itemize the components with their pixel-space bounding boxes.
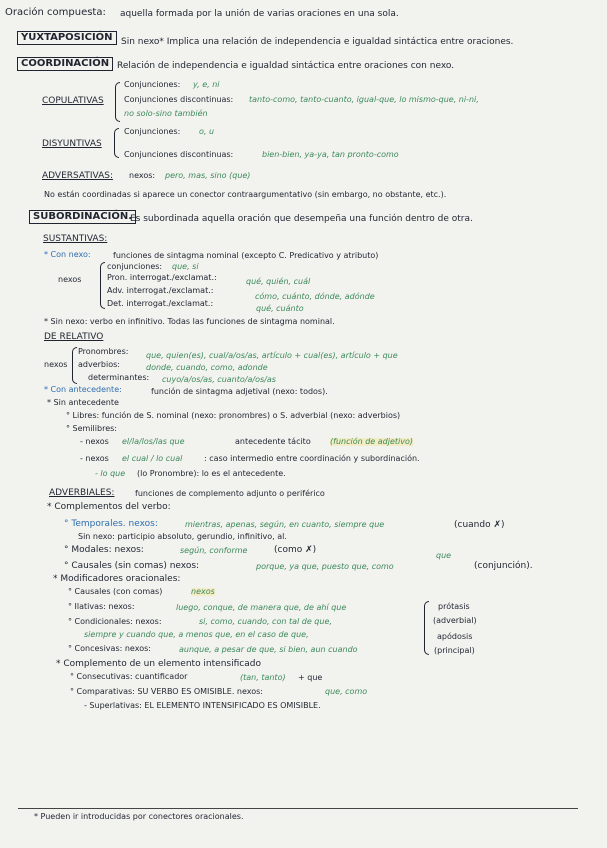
disyuntivas-conj-values: o, u [199, 127, 215, 136]
relativo-nexos-label: nexos [44, 360, 68, 369]
adverbiales-text: funciones de complemento adjunto o periférico [135, 489, 325, 498]
label-adversativas: ADVERSATIVAS: [42, 171, 113, 181]
adversativas-nexos: nexos: [129, 171, 156, 180]
complementos-verbo-label: * Complementos del verbo: [47, 502, 171, 512]
mo-causales-nexos: nexos [191, 587, 215, 596]
copulativas-conj-label: Conjunciones: [124, 80, 181, 89]
copulativas-disc-values-2: no solo-sino también [124, 109, 208, 118]
semilibres-1-values: el/la/los/las que [122, 437, 185, 446]
ilativas-label: ° Ilativas: nexos: [68, 602, 135, 611]
side-protasis: prótasis [438, 602, 470, 611]
sustantivas-n4-label: Det. interrogat./exclamat.: [107, 299, 214, 308]
consecutivas-que: + que [298, 673, 323, 682]
copulativas-conj-values: y, e, ni [193, 80, 220, 89]
coordinacion-text: Relación de independencia e igualdad sintáctica entre oraciones con nexo. [117, 61, 455, 71]
disyuntivas-disc-values: bien-bien, ya-ya, tan pronto-como [262, 150, 399, 159]
semilibres-3-nexo: - lo que [95, 469, 126, 478]
consecutivas-label: ° Consecutivas: cuantificador [70, 672, 188, 681]
modales-values: según, conforme [180, 546, 248, 555]
adversativas-note: No están coordinadas si aparece un conector contraargumentativo (sin embargo, no obstante, etc.). [44, 190, 447, 199]
consecutivas-values: (tan, tanto) [240, 673, 286, 682]
condicionales-values: si, como, cuando, con tal de que, [199, 617, 332, 626]
semilibres-2-text: : caso intermedio entre coordinación y subordinación. [204, 454, 420, 463]
temporales-label: ° Temporales. nexos: [64, 519, 158, 529]
brace-sustantivas [100, 262, 105, 309]
sustantivas-n2-values: qué, quién, cuál [246, 277, 311, 286]
yuxtaposicion-text: Sin nexo* Implica una relación de independencia e igualdad sintáctica entre oraciones. [121, 37, 514, 47]
condicionales-values-2: siempre y cuando que, a menos que, en el caso de que, [84, 630, 309, 639]
causales-note: (conjunción). [474, 561, 533, 571]
relativo-con-antecedente-text: función de sintagma adjetival (nexo: todos). [151, 387, 328, 396]
side-adverbial: (adverbial) [433, 616, 477, 625]
semilibres-2-values: el cual / lo cual [122, 454, 183, 463]
modificadores-oracionales-label: * Modificadores oracionales: [53, 574, 181, 584]
sustantivas-con-nexo-text: funciones de sintagma nominal (excepto C. Predicativo y atributo) [113, 251, 379, 260]
adversativas-values: pero, mas, sino (que) [165, 171, 251, 180]
relativo-adv-values: donde, cuando, como, adonde [146, 363, 268, 372]
superlativas-text: - Superlativas: EL ELEMENTO INTENSIFICADO ES OMISIBLE. [84, 701, 321, 710]
label-adverbiales: ADVERBIALES: [49, 488, 115, 498]
heading-yuxtaposicion: YUXTAPOSICIÓN [17, 31, 117, 45]
sustantivas-n3-values: cómo, cuánto, dónde, adónde [255, 292, 375, 301]
relativo-det-values: cuyo/a/os/as, cuanto/a/os/as [162, 375, 276, 384]
temporales-sin-nexo: Sin nexo: participio absoluto, gerundio, infinitivo, al. [78, 532, 287, 541]
side-apodosis: apódosis [437, 632, 473, 641]
brace-disyuntivas [114, 128, 119, 158]
disyuntivas-conj-label: Conjunciones: [124, 127, 181, 136]
label-copulativas: COPULATIVAS [42, 96, 104, 106]
subordinacion-text: Es subordinada aquella oración que desempeña una función dentro de otra. [130, 214, 473, 224]
relativo-pron-label: Pronombres: [78, 347, 129, 356]
semilibres-2-nexos: - nexos [80, 454, 109, 463]
brace-relativo [72, 347, 77, 384]
modales-note: (como ✗) [274, 545, 317, 555]
title-oracion-compuesta: Oración compuesta: [5, 7, 106, 18]
ilativas-values: luego, conque, de manera que, de ahí que [176, 603, 347, 612]
relativo-libres: ° Libres: función de S. nominal (nexo: pronombres) o S. adverbial (nexo: adverbios) [66, 411, 401, 420]
semilibres-3-text: (lo Pronombre): lo es el antecedente. [137, 469, 286, 478]
sustantivas-con-nexo: * Con nexo: [44, 250, 91, 259]
footer-rule [18, 808, 578, 809]
modales-label: ° Modales: nexos: [64, 545, 144, 555]
label-disyuntivas: DISYUNTIVAS [42, 139, 102, 149]
heading-coordinacion: COORDINACIÓN [17, 57, 113, 71]
sustantivas-n3-label: Adv. interrogat./exclamat.: [107, 286, 214, 295]
relativo-pron-values: que, quien(es), cual/a/os/as, artículo + cual(es), artículo + que [146, 351, 398, 360]
relativo-con-antecedente: * Con antecedente: [44, 385, 122, 394]
sustantivas-n4-values: qué, cuánto [256, 304, 304, 313]
relativo-adv-label: adverbios: [78, 360, 120, 369]
sustantivas-n2-label: Pron. interrogat./exclamat.: [107, 273, 217, 282]
concesivas-label: ° Concesivas: nexos: [68, 644, 151, 653]
disyuntivas-disc-label: Conjunciones discontinuas: [124, 150, 234, 159]
comparativas-label: ° Comparativas: SU VERBO ES OMISIBLE. nexos: [70, 687, 263, 696]
label-de-relativo: DE RELATIVO [44, 332, 104, 342]
temporales-note: (cuando ✗) [454, 520, 505, 530]
relativo-semilibres: ° Semilibres: [66, 424, 117, 433]
heading-subordinacion: SUBORDINACIÓN. [29, 210, 136, 224]
temporales-values: mientras, apenas, según, en cuanto, siempre que [185, 520, 385, 529]
semilibres-1-text: antecedente tácito [235, 437, 311, 446]
copulativas-disc-values: tanto-como, tanto-cuanto, igual-que, lo mismo-que, ni-ni, [249, 95, 479, 104]
brace-copulativas [115, 82, 120, 122]
relativo-det-label: determinantes: [88, 373, 150, 382]
complemento-intensificado-label: * Complemento de un elemento intensificado [56, 659, 261, 669]
brace-side-note [424, 601, 429, 655]
label-sustantivas: SUSTANTIVAS: [43, 234, 108, 244]
definition-text: aquella formada por la unión de varias oraciones en una sola. [120, 9, 399, 19]
sustantivas-sin-nexo: * Sin nexo: verbo en infinitivo. Todas las funciones de sintagma nominal. [44, 317, 335, 326]
causales-label: ° Causales (sin comas) nexos: [64, 561, 200, 571]
comparativas-values: que, como [325, 687, 368, 696]
condicionales-label: ° Condicionales: nexos: [68, 617, 162, 626]
causales-values: porque, ya que, puesto que, como [256, 562, 394, 571]
relativo-sin-antecedente: * Sin antecedente [47, 398, 119, 407]
side-principal: (principal) [434, 646, 475, 655]
sustantivas-n1-values: que, si [172, 262, 199, 271]
causales-que-insert: que [436, 551, 452, 560]
semilibres-1-highlight: (función de adjetivo) [330, 437, 413, 446]
semilibres-1-nexos: - nexos [80, 437, 109, 446]
mo-causales-label: ° Causales (con comas) [68, 587, 163, 596]
sustantivas-n1-label: conjunciones: [107, 262, 163, 271]
sustantivas-nexos-label: nexos [58, 275, 82, 284]
footnote: * Pueden ir introducidas por conectores oracionales. [34, 812, 244, 821]
copulativas-disc-label: Conjunciones discontinuas: [124, 95, 234, 104]
concesivas-values: aunque, a pesar de que, si bien, aun cuando [179, 645, 358, 654]
